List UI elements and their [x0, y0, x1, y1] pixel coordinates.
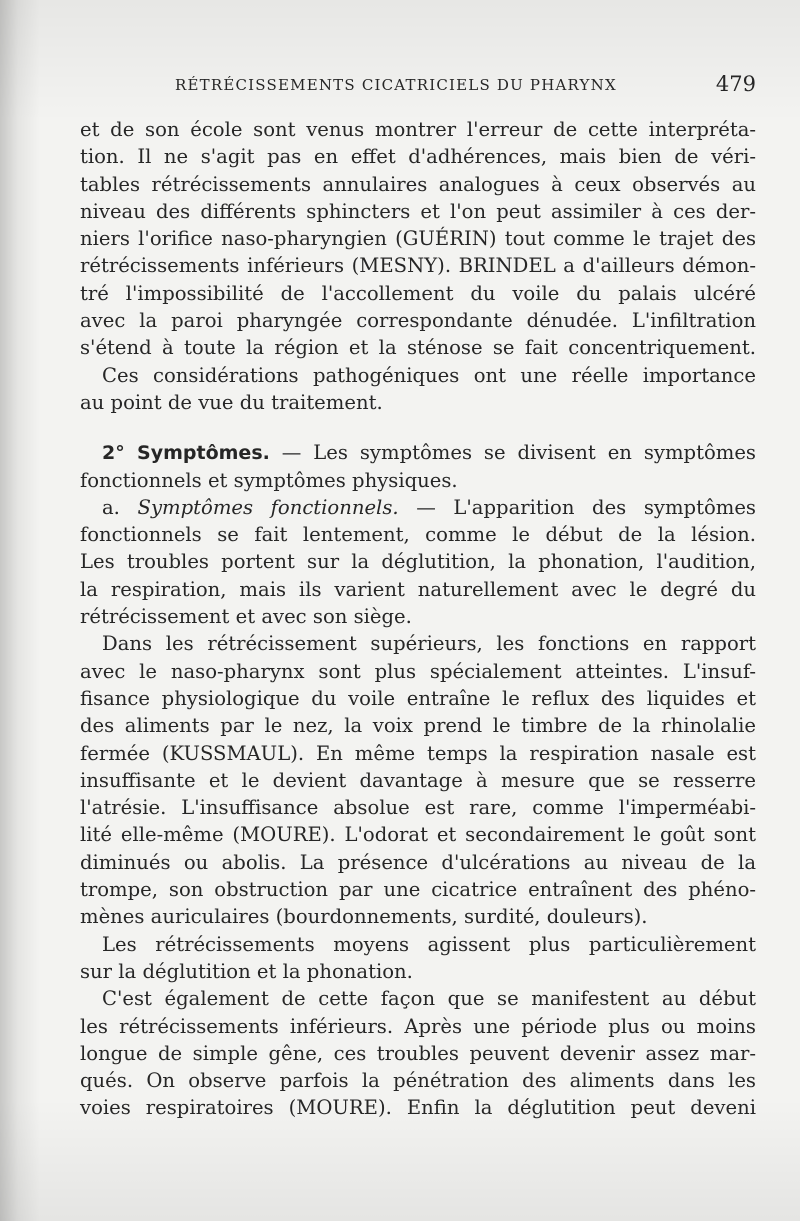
text-line: Les troubles portent sur la déglutition, la phonation, l'audition,: [80, 550, 756, 574]
text-line: Ces considérations pathogéniques ont une réelle importance: [102, 363, 756, 387]
paragraph-retrecissements-moyens: [80, 931, 756, 986]
text-line: fonctionnels et symptômes physiques.: [80, 468, 458, 492]
text-line: des aliments par le nez, la voix prend le timbre de la rhinolalie: [80, 714, 756, 738]
text-line: avec la paroi pharyngée correspondante dénudée. L'infiltration: [80, 309, 756, 333]
page-number: 479: [715, 72, 756, 96]
running-head: [80, 72, 756, 96]
text-line: fisance physiologique du voile entraîne le reflux des liquides et: [80, 686, 756, 710]
body-text: [80, 116, 756, 1122]
text-line: niers l'orifice naso-pharyngien (GUÉRIN) tout comme le trajet des: [80, 227, 756, 251]
text-line: C'est également de cette façon que se manifestent au début: [102, 987, 756, 1011]
text-line: fermée (KUSSMAUL). En même temps la respiration nasale est: [80, 741, 756, 765]
text-line: Dans les rétrécissement supérieurs, les fonctions en rapport: [102, 632, 756, 656]
text-line: niveau des différents sphincters et l'on peut assimiler à ces der-: [80, 199, 756, 223]
heading-line-rest: — Les symptômes se divisent en symptômes: [269, 441, 756, 465]
paragraph-retrecissements-inferieurs: [80, 985, 756, 1121]
text-line: la respiration, mais ils varient naturellement avec le degré du: [80, 577, 756, 601]
text-line: au point de vue du traitement.: [80, 390, 383, 414]
text-line: l'atrésie. L'insuffisance absolue est rare, comme l'imperméabi-: [80, 796, 756, 820]
running-head-title: RÉTRÉCISSEMENTS CICATRICIELS DU PHARYNX: [175, 76, 617, 94]
text-line: voies respiratoires (MOURE). Enfin la déglutition peut deveni: [80, 1096, 756, 1120]
text-line: longue de simple gêne, ces troubles peuvent devenir assez mar-: [80, 1041, 756, 1065]
text-line: Les rétrécissements moyens agissent plus particulièrement: [102, 932, 756, 956]
text-line: trompe, son obstruction par une cicatrice entraînent des phéno-: [80, 878, 756, 902]
section-symptomes: [80, 439, 756, 494]
text-line: lité elle-même (MOURE). L'odorat et secondairement le goût sont: [80, 823, 756, 847]
text-line: mènes auriculaires (bourdonnements, surdité, douleurs).: [80, 905, 648, 929]
text-line: s'étend à toute la région et la sténose se fait concentriquement.: [80, 336, 756, 360]
text-line: les rétrécissements inférieurs. Après une période plus ou moins: [80, 1014, 756, 1038]
subsection-title: Symptômes fonctionnels.: [137, 495, 399, 519]
paragraph-erreur: [80, 116, 756, 362]
text-line: [80, 439, 756, 466]
text-line: sur la déglutition et la phonation.: [80, 959, 413, 983]
text-line: rétrécissement et avec son siège.: [80, 605, 412, 629]
text-line: tré l'impossibilité de l'accollement du voile du palais ulcéré: [80, 281, 756, 305]
text-line: tables rétrécissements annulaires analogues à ceux observés au: [80, 172, 756, 196]
text-line: diminués ou abolis. La présence d'ulcérations au niveau de la: [80, 850, 756, 874]
text-line: rétrécissements inférieurs (MESNY). BRINDEL a d'ailleurs démon-: [80, 254, 756, 278]
text-line: insuffisante et le devient davantage à mesure que se resserre: [80, 768, 756, 792]
paragraph-symptomes-fonctionnels: [80, 494, 756, 630]
paragraph-considerations: [80, 362, 756, 417]
text-line: [80, 494, 756, 521]
section-spacer: [80, 416, 756, 439]
text-line: tion. Il ne s'agit pas en effet d'adhérences, mais bien de véri-: [80, 145, 756, 169]
subsection-label: a.: [102, 495, 120, 519]
text-line: qués. On observe parfois la pénétration des aliments dans les: [80, 1069, 756, 1093]
subsection-line-rest: — L'apparition des symptômes: [398, 495, 756, 519]
section-heading: 2° Symptômes.: [102, 442, 270, 465]
text-line: et de son école sont venus montrer l'erreur de cette interpréta-: [80, 118, 756, 141]
paragraph-retrecissements-superieurs: [80, 630, 756, 930]
text-line: avec le naso-pharynx sont plus spécialement atteintes. L'insuf-: [80, 659, 756, 683]
text-line: fonctionnels se fait lentement, comme le début de la lésion.: [80, 523, 756, 547]
